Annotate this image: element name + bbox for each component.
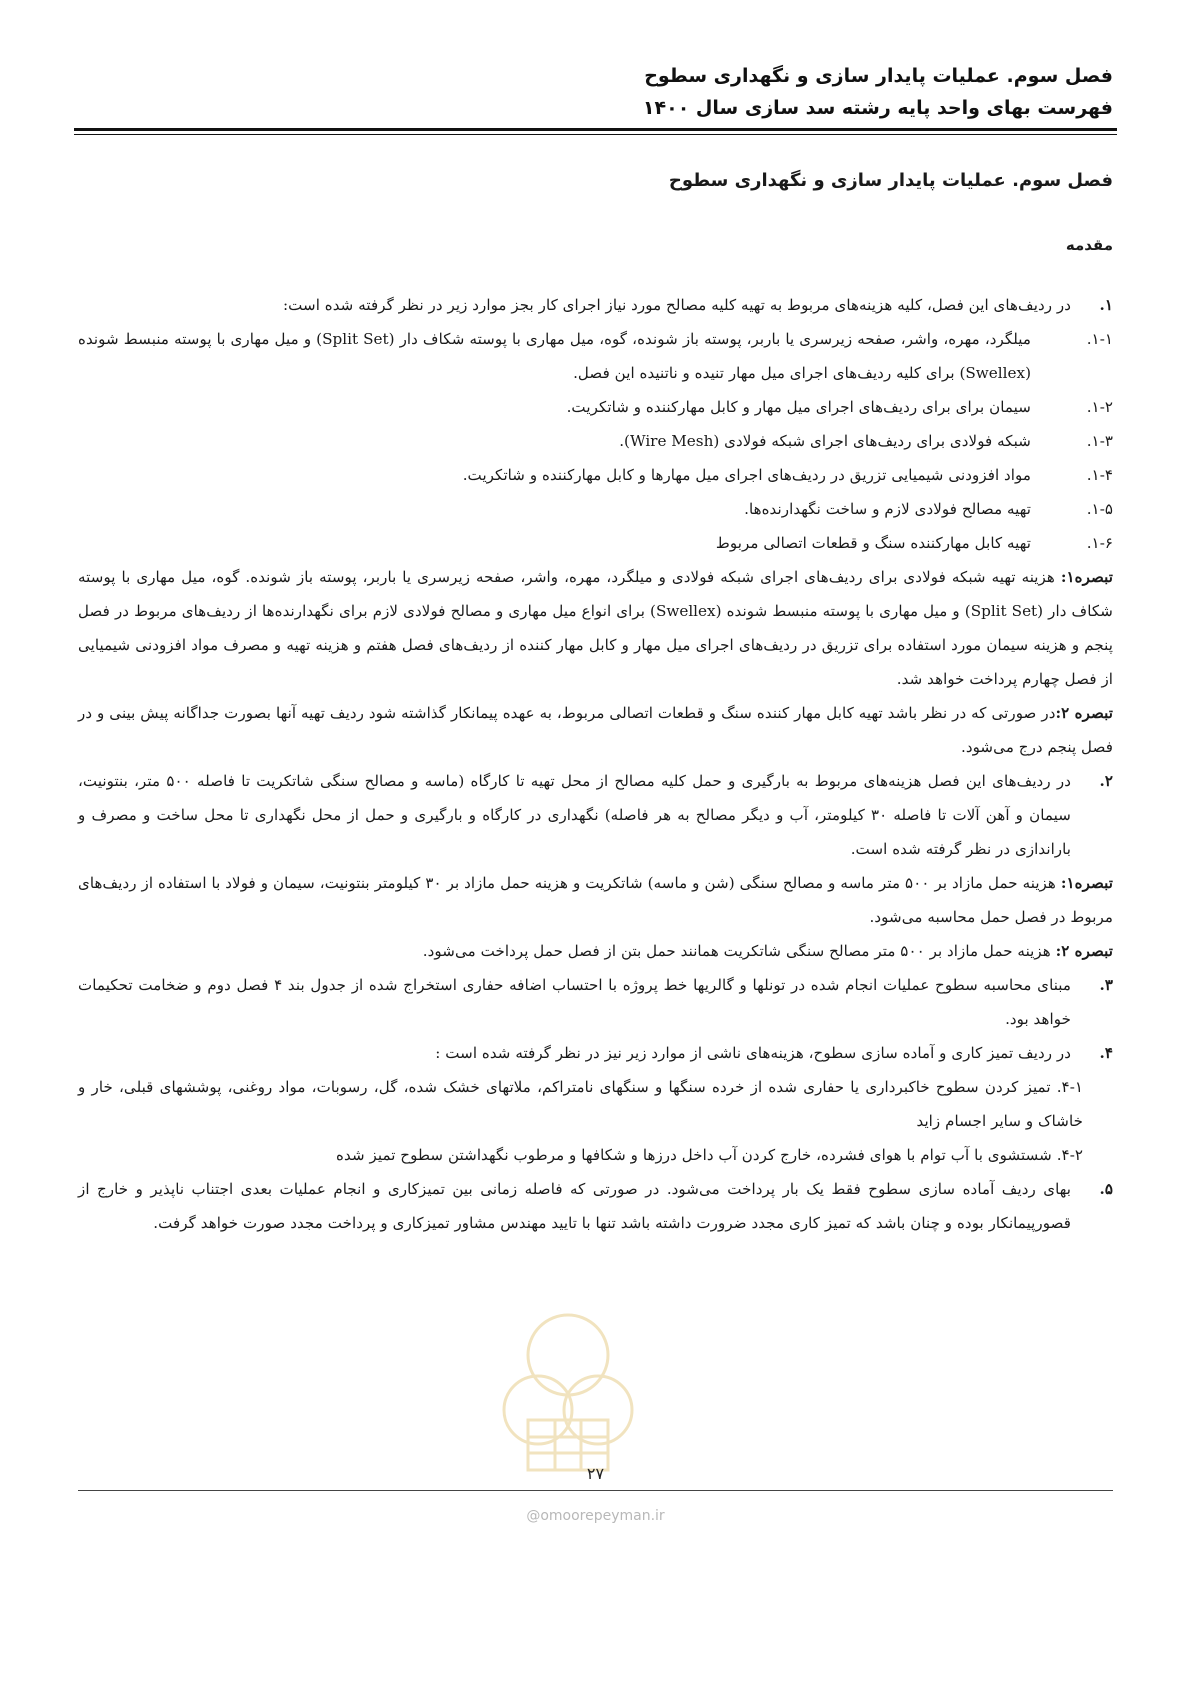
header-rule-thin <box>74 134 1117 135</box>
clause-number: ۵. <box>1099 1180 1113 1198</box>
watermark-logo-icon <box>468 1300 668 1480</box>
note-2-2 <box>78 934 1113 968</box>
subclause-number: ۱-۵. <box>1086 500 1113 518</box>
note-2-1 <box>78 866 1113 934</box>
subclause-1-2 <box>78 390 1113 424</box>
subclause-number: ۱-۶. <box>1086 534 1113 552</box>
site-watermark: @omoorepeyman.ir <box>526 1508 665 1524</box>
subclause-4-2: ۴-۲. شستشوی با آب توام با هوای فشرده، خارج کردن آب داخل درزها و شکافها و مرطوب نگهداشتن سطوح تمیز شده <box>336 1146 1083 1164</box>
subclause-1-3 <box>78 424 1113 458</box>
subclause-text: سیمان برای برای ردیف‌های اجرای میل مهار و کابل مهارکننده و شاتکریت. <box>566 398 1031 416</box>
clause-text: در ردیف تمیز کاری و آماده سازی سطوح، هزینه‌های ناشی از موارد زیر نیز در نظر گرفته شده است : <box>435 1044 1071 1062</box>
header-rule-thick <box>74 128 1117 131</box>
clause-3 <box>78 968 1113 1036</box>
clause-number: ۳. <box>1099 976 1113 994</box>
note-label: تبصره ۲: <box>1055 704 1113 722</box>
intro-heading: مقدمه <box>1065 236 1113 254</box>
note-label: تبصره۱: <box>1060 568 1113 586</box>
subclause-text: تهیه کابل مهارکننده سنگ و قطعات اتصالی مربوط <box>715 534 1031 552</box>
gear-left-icon <box>504 1376 572 1444</box>
clause-text: در ردیف‌های این فصل، کلیه هزینه‌های مربوط به تهیه کلیه مصالح مورد نیاز اجرای کار بجز موارد زیر در نظر گرفته شده است: <box>282 296 1071 314</box>
subclause-1-6 <box>78 526 1113 560</box>
clause-4 <box>78 1036 1113 1070</box>
clause-5 <box>78 1172 1113 1240</box>
running-header <box>73 60 1113 124</box>
note-1-2 <box>78 696 1113 764</box>
note-text: هزینه حمل مازاد بر ۵۰۰ متر ماسه و مصالح سنگی (شن و ماسه) شاتکریت و هزینه حمل مازاد بر ۳۰ کیلومتر بنتونیت، سیمان و فولاد با استفاده از ردیف‌های مربوط در فصل حمل محاسبه می‌شود. <box>78 874 1113 926</box>
page-number: ۲۷ <box>586 1464 605 1483</box>
subclause-number: ۱-۴. <box>1086 466 1113 484</box>
note-text: در صورتی که در نظر باشد تهیه کابل مهار کننده سنگ و قطعات اتصالی مربوط، به عهده پیمانکار گذاشته شود ردیف تهیه آنها بصورت جداگانه پیش بینی و در فصل پنجم درج می‌شود. <box>78 704 1113 756</box>
subclause-4-1: ۴-۱. تمیز کردن سطوح خاکبرداری یا حفاری شده از خرده سنگها و سنگهای نامتراکم، ملاتهای خشک شده، گل، رسوبات، مواد روغنی، پوششهای قبلی، خار و خاشاک و سایر اجسام زاید <box>78 1078 1083 1130</box>
footer-rule <box>78 1490 1113 1491</box>
subclause-number: ۱-۳. <box>1086 432 1113 450</box>
page-content <box>78 160 1113 1240</box>
note-text: هزینه حمل مازاد بر ۵۰۰ متر مصالح سنگی شاتکریت همانند حمل بتن از فصل حمل پرداخت می‌شود. <box>422 942 1056 960</box>
note-text: هزینه تهیه شبکه فولادی برای ردیف‌های اجرای شبکه فولادی و میلگرد، مهره، واشر، صفحه زیرسری یا باربر، پوسته باز شونده. گوه، میل مهاری با پوسته شکاف دار (Split Set) و میل مهاری با پوسته منبسط شونده (Swellex) برای انواع میل مهاری و مصالح فولادی لازم برای نگهدارنده‌ها از ردیف‌های مربوط در فصل پنجم و هزینه سیمان مورد استفاده برای تزریق در ردیف‌های اجرای میل مهار و کابل مهار کننده از ردیف‌های فصل هفتم و هزینه تهیه و مصرف مواد افزودنی شیمیایی از فصل چهارم پرداخت خواهد شد. <box>78 568 1113 688</box>
clause-2 <box>78 764 1113 866</box>
note-1-1 <box>78 560 1113 696</box>
gear-top-icon <box>528 1315 608 1395</box>
subclause-1-4 <box>78 458 1113 492</box>
clause-1 <box>78 288 1113 322</box>
subclause-text: شبکه فولادی برای ردیف‌های اجرای شبکه فولادی (Wire Mesh). <box>619 432 1031 450</box>
subclause-text: مواد افزودنی شیمیایی تزریق در ردیف‌های اجرای میل مهارها و کابل مهارکننده و شاتکریت. <box>462 466 1031 484</box>
clause-number: ۲. <box>1099 772 1113 790</box>
header-chapter-line: فصل سوم. عملیات پایدار سازی و نگهداری سطوح <box>644 65 1113 87</box>
clause-text: در ردیف‌های این فصل هزینه‌های مربوط به بارگیری و حمل کلیه مصالح از محل تهیه تا کارگاه (ماسه و مصالح سنگی شاتکریت تا فاصله ۵۰۰ متر، بنتونیت، سیمان و آهن آلات تا فاصله ۳۰ کیلومتر، آب و دیگر مصالح به هر فاصله) نگهداری در کارگاه و بارگیری و حمل از محل نگهداری تا محل ساخت و مصرف و باراندازی در نظر گرفته شده است. <box>78 772 1071 858</box>
subclause-1-1 <box>78 322 1113 390</box>
header-pricelist-line: فهرست بهای واحد پایه رشته سد سازی سال ۱۴۰۰ <box>642 97 1113 119</box>
clause-number: ۴. <box>1099 1044 1113 1062</box>
subclause-number: ۱-۲. <box>1086 398 1113 416</box>
note-label: تبصره ۲: <box>1055 942 1113 960</box>
clause-text: مبنای محاسبه سطوح عملیات انجام شده در تونلها و گالریها خط پروژه با احتساب اضافه حفاری استخراج شده از جدول بند ۴ فصل دوم و ضخامت تحکیمات خواهد بود. <box>78 976 1071 1028</box>
clause-number: ۱. <box>1099 296 1113 314</box>
subclause-text: تهیه مصالح فولادی لازم و ساخت نگهدارنده‌ها. <box>744 500 1031 518</box>
gear-right-icon <box>564 1376 632 1444</box>
subclause-number: ۱-۱. <box>1086 330 1113 348</box>
subclause-text: میلگرد، مهره، واشر، صفحه زیرسری یا باربر، پوسته باز شونده، گوه، میل مهاری با پوسته شکاف دار (Split Set) و میل مهاری با پوسته منبسط شونده (Swellex) برای کلیه ردیف‌های اجرای میل مهار تنیده و ناتنیده این فصل. <box>78 330 1031 382</box>
chapter-title: فصل سوم. عملیات پایدار سازی و نگهداری سطوح <box>668 170 1113 191</box>
note-label: تبصره۱: <box>1060 874 1113 892</box>
subclause-1-5 <box>78 492 1113 526</box>
clause-text: بهای ردیف آماده سازی سطوح فقط یک بار پرداخت می‌شود. در صورتی که فاصله زمانی بین تمیزکاری و انجام عملیات بعدی اجتناب ناپذیر و خارج از قصورپیمانکار بوده و چنان باشد که تمیز کاری مجدد ضرورت داشته باشد تنها با تایید مهندس مشاور تمیزکاری و پرداخت مجدد صورت خواهد گرفت. <box>78 1180 1071 1232</box>
